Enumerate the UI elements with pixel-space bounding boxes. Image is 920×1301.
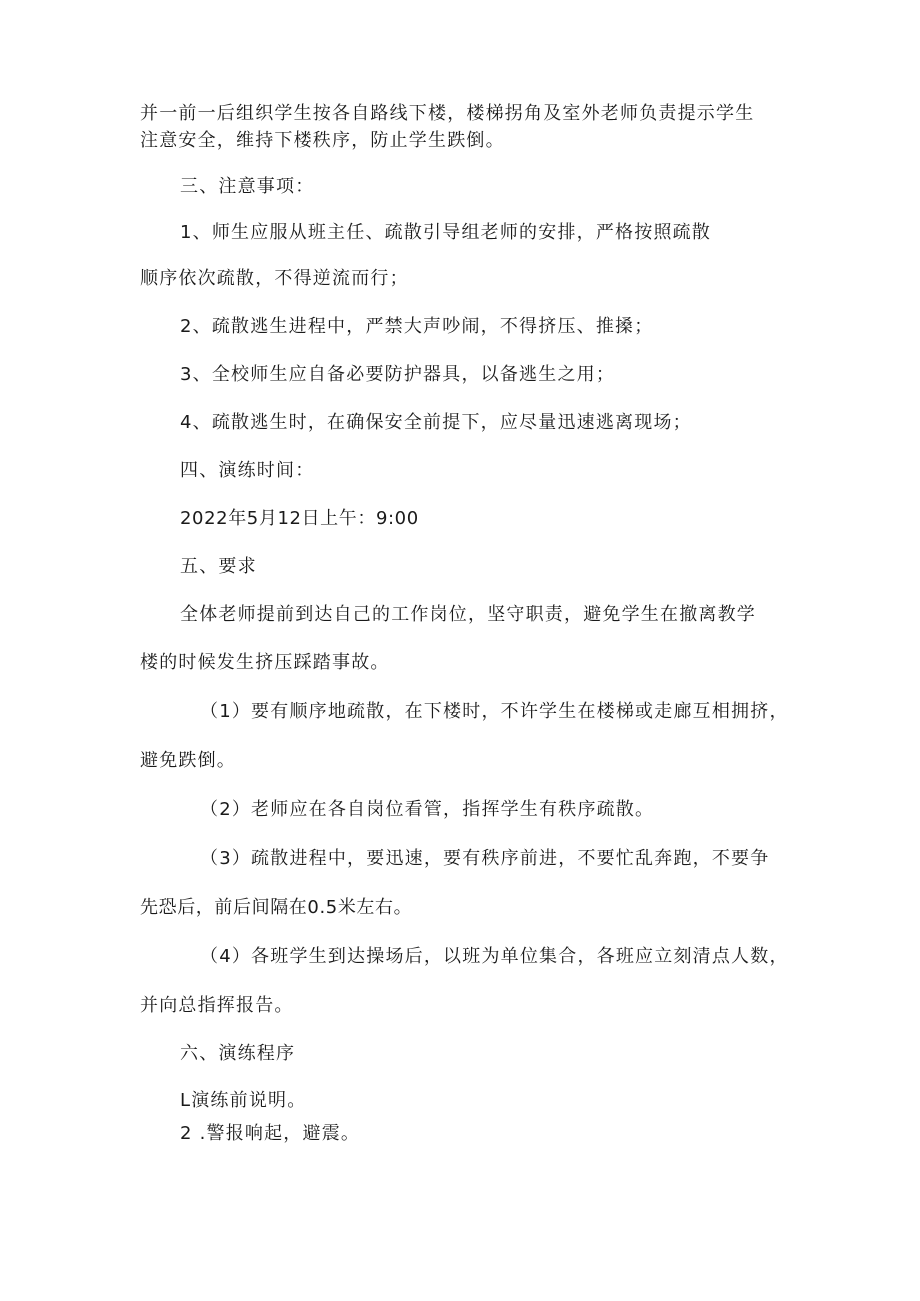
list-item: 1、师生应服从班主任、疏散引导组老师的安排，严格按照疏散	[180, 222, 712, 243]
list-item: （2）老师应在各自岗位看管，指挥学生有秩序疏散。	[200, 799, 655, 820]
list-item: （1）要有顺序地疏散，在下楼时，不许学生在楼梯或走廊互相拥挤，	[200, 701, 789, 722]
section-heading: 四、演练时间：	[180, 460, 315, 481]
list-item: 2、疏散逃生进程中，严禁大声吵闹，不得挤压、推搡；	[180, 316, 654, 337]
list-item: （3）疏散进程中，要迅速，要有秩序前进，不要忙乱奔跑，不要争	[200, 848, 770, 869]
paragraph-line: 楼的时候发生挤压踩踏事故。	[140, 652, 390, 673]
list-item: 4、疏散逃生时，在确保安全前提下，应尽量迅速逃离现场；	[180, 412, 692, 433]
paragraph-line: 注意安全，维持下楼秩序，防止学生跌倒。	[140, 130, 505, 151]
paragraph-line: 并一前一后组织学生按各自路线下楼，楼梯拐角及室外老师负责提示学生	[140, 103, 755, 124]
paragraph-line: 并向总指挥报告。	[140, 995, 294, 1016]
section-heading: 六、演练程序	[180, 1043, 296, 1064]
paragraph-line: 先恐后，前后间隔在0.5米左右。	[140, 897, 413, 918]
list-item: （4）各班学生到达操场后，以班为单位集合，各班应立刻清点人数，	[200, 946, 789, 967]
list-item: 2 .警报响起，避震。	[180, 1123, 361, 1144]
paragraph-line: 全体老师提前到达自己的工作岗位，坚守职责，避免学生在撤离教学	[180, 604, 756, 625]
drill-time: 2022年5月12日上午：9:00	[180, 508, 419, 529]
list-item: 3、全校师生应自备必要防护器具，以备逃生之用；	[180, 364, 616, 385]
section-heading: 五、要求	[180, 556, 257, 577]
paragraph-line: 避免跌倒。	[140, 750, 236, 771]
list-item: L演练前说明。	[180, 1090, 307, 1111]
section-heading: 三、注意事项：	[180, 176, 315, 197]
paragraph-line: 顺序依次疏散，不得逆流而行；	[140, 268, 409, 289]
